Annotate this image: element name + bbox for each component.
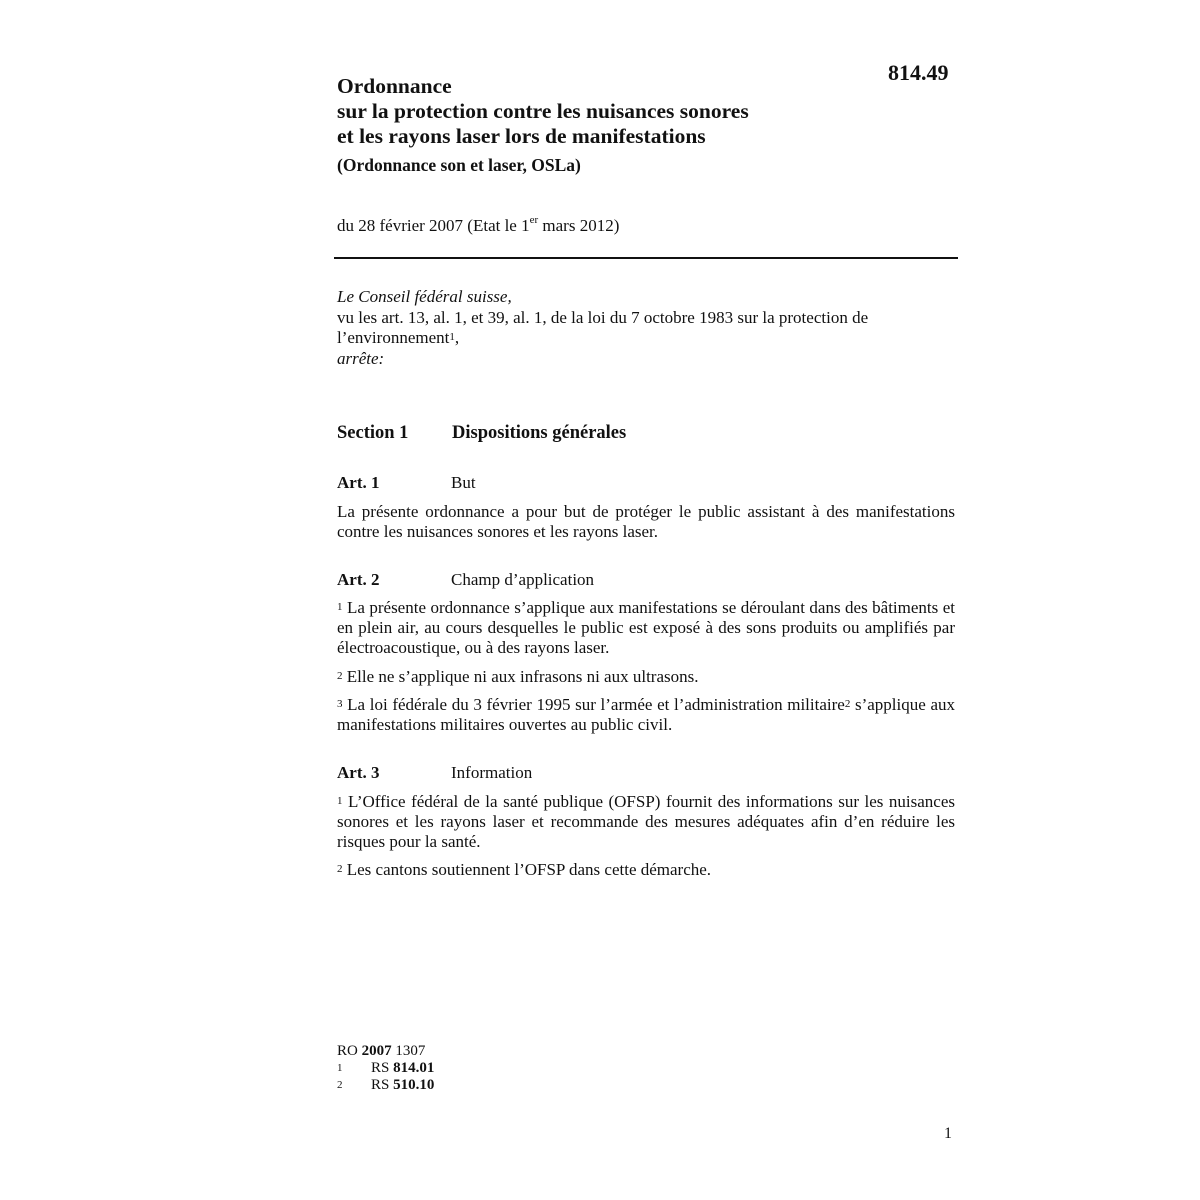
footnote-2 bbox=[337, 1077, 434, 1094]
paragraph-number: 1 bbox=[337, 795, 343, 807]
document-number: 814.49 bbox=[888, 60, 949, 85]
ro-prefix: RO bbox=[337, 1043, 362, 1059]
page-number: 1 bbox=[944, 1125, 952, 1142]
ro-page: 1307 bbox=[391, 1043, 426, 1059]
footnote-ref-1[interactable]: 1 bbox=[449, 331, 455, 343]
article-3-paragraph-2 bbox=[337, 860, 955, 880]
paragraph-number: 2 bbox=[337, 863, 343, 875]
article-number: Art. 1 bbox=[337, 473, 380, 492]
title-line-1: Ordonnance bbox=[337, 74, 452, 98]
preamble bbox=[337, 287, 957, 369]
header-divider bbox=[334, 257, 958, 259]
article-1-text: La présente ordonnance a pour but de protéger le public assistant à des manifestations contre les nuisances sonores et les rayons laser. bbox=[337, 502, 955, 541]
date-suffix: mars 2012) bbox=[538, 216, 620, 235]
paragraph-text-end: s’applique aux manifestations militaires ouvertes au public civil. bbox=[337, 695, 955, 734]
section-1-heading bbox=[337, 423, 626, 444]
article-title: Information bbox=[451, 763, 533, 782]
section-label: Section 1 bbox=[337, 423, 409, 443]
preamble-basis-end: , bbox=[454, 328, 460, 347]
paragraph-text: Les cantons soutiennent l’OFSP dans cette démarche. bbox=[342, 860, 712, 879]
title-line-3: et les rayons laser lors de manifestations bbox=[337, 124, 706, 148]
footnote-prefix: RS bbox=[371, 1077, 394, 1093]
footnotes bbox=[337, 1043, 434, 1094]
title-line-2: sur la protection contre les nuisances sonores bbox=[337, 99, 749, 123]
ro-year: 2007 bbox=[361, 1043, 392, 1059]
paragraph-text: La présente ordonnance s’applique aux manifestations se déroulant dans des bâtiments et en plein air, au cours desquelles le public est exposé à des sons produits ou amplifiés par électroacoustique, ou à des rayons laser. bbox=[337, 598, 955, 657]
article-title: Champ d’application bbox=[451, 570, 595, 589]
preamble-authority: Le Conseil fédéral suisse, bbox=[337, 287, 512, 306]
paragraph-number: 2 bbox=[337, 670, 343, 682]
footnote-ref-link[interactable]: 814.01 bbox=[393, 1060, 435, 1076]
article-number: Art. 3 bbox=[337, 763, 380, 782]
footnote-ref-link[interactable]: 510.10 bbox=[393, 1077, 435, 1093]
paragraph-text: L’Office fédéral de la santé publique (OFSP) fournit des informations sur les nuisances sonores et les rayons laser et recommande des mesures adéquates afin d’en réduire les risques pour la santé. bbox=[337, 792, 955, 851]
paragraph-text: La loi fédérale du 3 février 1995 sur l’armée et l’administration militaire bbox=[342, 695, 845, 714]
article-2-paragraph-2 bbox=[337, 667, 955, 687]
document-subtitle: (Ordonnance son et laser, OSLa) bbox=[337, 155, 581, 175]
date-prefix: du 28 février 2007 (Etat le 1 bbox=[337, 216, 530, 235]
article-title: But bbox=[451, 473, 476, 492]
footnote-mark: 2 bbox=[337, 1079, 343, 1091]
article-2-heading bbox=[337, 570, 594, 590]
footnote-mark: 1 bbox=[337, 1062, 343, 1074]
article-1-heading bbox=[337, 473, 476, 493]
footnote-ref-2[interactable]: 2 bbox=[844, 698, 851, 710]
date-superscript: er bbox=[529, 214, 539, 226]
article-number: Art. 2 bbox=[337, 570, 380, 589]
document-title bbox=[337, 74, 897, 178]
paragraph-text: Elle ne s’applique ni aux infrasons ni aux ultrasons. bbox=[342, 667, 699, 686]
section-title: Dispositions générales bbox=[452, 423, 627, 443]
article-3-paragraph-1 bbox=[337, 792, 955, 852]
paragraph-number: 1 bbox=[337, 601, 343, 613]
article-2-paragraph-1 bbox=[337, 598, 955, 658]
article-2-paragraph-3 bbox=[337, 695, 955, 735]
footnote-prefix: RS bbox=[371, 1060, 394, 1076]
document-date bbox=[337, 216, 619, 236]
preamble-basis bbox=[337, 308, 957, 349]
preamble-basis-text: vu les art. 13, al. 1, et 39, al. 1, de la loi du 7 octobre 1983 sur la protection de l’environnement bbox=[337, 307, 869, 347]
preamble-decree: arrête: bbox=[337, 348, 385, 368]
footnote-1 bbox=[337, 1060, 434, 1077]
paragraph-number: 3 bbox=[337, 698, 343, 710]
ro-reference bbox=[337, 1043, 434, 1060]
article-3-heading bbox=[337, 763, 532, 783]
